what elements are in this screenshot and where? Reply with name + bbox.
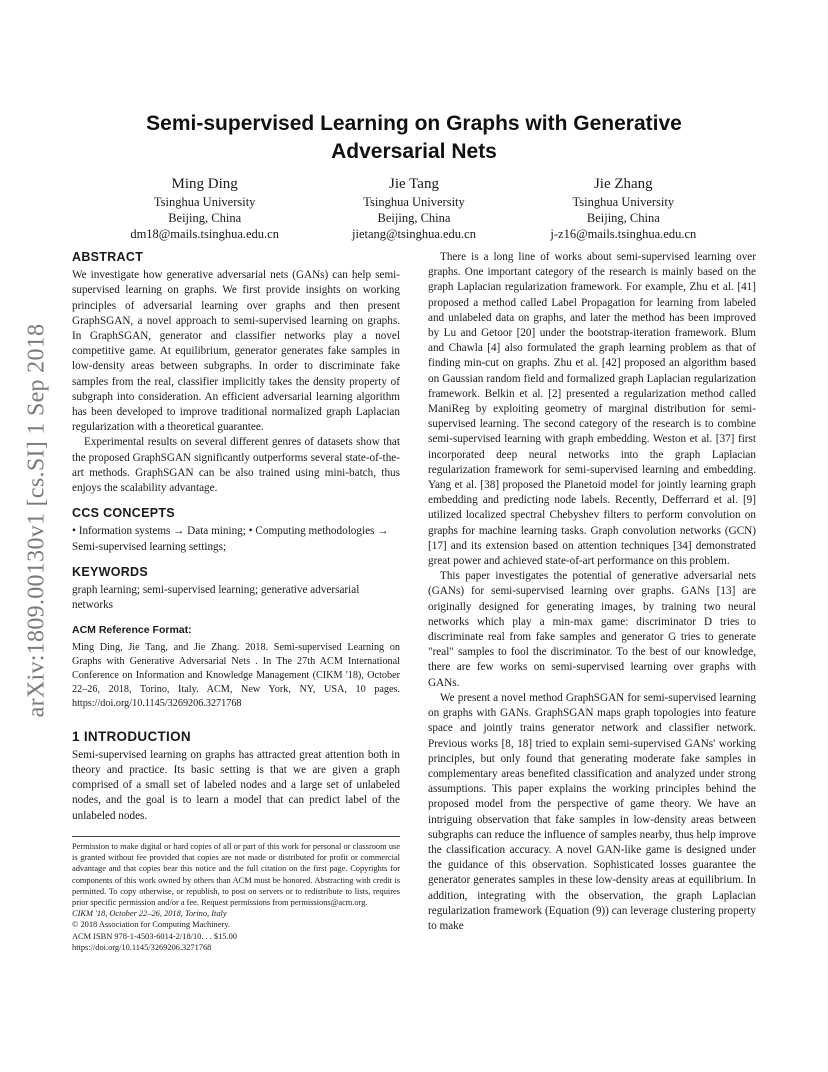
copyright-footnote (72, 836, 400, 953)
intro-paragraph-2: There is a long line of works about semi-supervised learning over graphs. One important category of the research is mainly based on the graph Laplacian regularization framework. For example, Zhu et al. [41] proposed a method called Label Propagation for learning from labeled and unlabeled data on graphs, and later the method has been improved by Lu and Getoor [20] under the bootstrap-iteration framework. Blum and Chawla [4] also formulated the graph learning problem as that of finding min-cut on graphs. Zhu et al. [42] proposed an algorithm based on Gaussian random field and formalized graph Laplacian regularization framework. Belkin et al. [2] presented a regularization method called ManiReg by exploiting geometry of marginal distribution for semi-supervised learning. The second category of the research is to combine semi-supervised learning with graph embedding. Weston et al. [37] first incorporated deep neural networks into the graph Laplacian regularization framework for semi-supervised learning and embedding. Yang et al. [38] proposed the Planetoid model for jointly learning graph embedding and predicting node labels. Recently, Defferrard et al. [9] utilized localized spectral Chebyshev filters to perform convolution on graphs for machine learning tasks. Graph convolution networks (GCN) [17] and its extension based on attention techniques [34] demonstrated great power and achieved state-of-art performance on this problem. (428, 251, 756, 568)
author-1 (100, 174, 309, 242)
author-location: Beijing, China (377, 211, 451, 225)
intro-paragraph-3: This paper investigates the potential of generative adversarial nets (GANs) for semi-supervised learning over graphs. GANs [13] are originally designed for generating images, by training two neural networks which play a min-max game: discriminator D tries to discriminate real from fake samples and generator G tries to generate "real" samples to fool the discriminator. To the best of our knowledge, there are few works on semi-supervised learning over graphs with GANs. (428, 570, 756, 689)
isbn-line: ACM ISBN 978-1-4503-6014-2/18/10. . . $15.00 (72, 931, 237, 941)
arxiv-id-text: arXiv:1809.00130v1 [cs.SI] 1 Sep 2018 (23, 323, 50, 717)
author-email: j-z16@mails.tsinghua.edu.cn (550, 227, 697, 241)
keywords-heading: KEYWORDS (72, 564, 149, 579)
venue-line: CIKM '18, October 22–26, 2018, Torino, Italy (72, 909, 227, 919)
abstract-paragraph-1: We investigate how generative adversarial nets (GANs) can help semi-supervised learning on graphs. We first provide insights on working principles of adversarial learning over graphs and then present GraphSGAN, a novel approach to semi-supervised learning on graphs. In GraphSGAN, generator and classifier networks play a novel competitive game. At equilibrium, generator generates fake samples in low-density areas between subgraphs. In order to discriminate fake samples from the real, classifier implicitly takes the density property of subgraph into consideration. An efficient adversarial learning algorithm has been developed to improve traditional normalized graph Laplacian regularization with a theoretical guarantee. (72, 269, 400, 434)
abstract-heading: ABSTRACT (72, 250, 144, 264)
author-name: Jie Tang (389, 176, 439, 192)
author-affiliation: Tsinghua University (363, 195, 465, 209)
keywords-text: graph learning; semi-supervised learning; generative adversarial networks (72, 584, 360, 612)
ccs-text: • Information systems → Data mining; • Computing methodologies → Semi-supervised learning settings; (72, 525, 389, 553)
author-2 (309, 174, 518, 242)
author-3 (519, 174, 728, 242)
left-column (72, 250, 400, 953)
author-block (100, 174, 728, 242)
abstract-paragraph-2: Experimental results on several different genres of datasets show that the proposed GraphSGAN significantly outperforms several state-of-the-art methods. GraphSGAN can be also trained using mini-batch, thus enjoys the scalability advantage. (72, 436, 400, 495)
author-location: Beijing, China (168, 211, 242, 225)
copyright-line: © 2018 Association for Computing Machinery. (72, 920, 230, 930)
author-affiliation: Tsinghua University (572, 195, 675, 209)
ccs-heading: CCS CONCEPTS (72, 506, 175, 521)
author-location: Beijing, China (586, 211, 660, 225)
doi-link[interactable]: https://doi.org/10.1145/3269206.3271768 (72, 942, 212, 952)
author-email: jietang@tsinghua.edu.cn (352, 227, 476, 241)
author-name: Ming Ding (171, 176, 238, 192)
author-affiliation: Tsinghua University (153, 195, 256, 209)
author-name: Jie Zhang (593, 176, 653, 192)
permission-notice: Permission to make digital or hard copies of all or part of this work for personal or classroom use is granted without fee provided that copies are not made or distributed for profit or commercial advantage and that copies bear this notice and the full citation on the first page. Copyrights for components of this work owned by others than ACM must be honored. Abstracting with credit is permitted. To copy otherwise, or republish, to post on servers or to redistribute to lists, requires prior specific permission and/or a fee. Request permissions from permissions@acm.org. (72, 841, 400, 907)
author-email: dm18@mails.tsinghua.edu.cn (130, 227, 279, 241)
introduction-paragraph-1: Semi-supervised learning on graphs has attracted great attention both in theory and practice. Its basic setting is that we are given a graph comprised of a small set of labeled nodes and a large set of unlabeled nodes, and the goal is to learn a model that can predict label of the unlabeled nodes. (72, 748, 400, 822)
right-column (428, 250, 756, 934)
arxiv-identifier (22, 300, 52, 740)
reference-format-text: Ming Ding, Jie Tang, and Jie Zhang. 2018. Semi-supervised Learning on Graphs with Generative Adversarial Nets . In The 27th ACM International Conference on Information and Knowledge Management (CIKM '18), October 22–26, 2018, Torino, Italy. ACM, New York, NY, USA, 10 pages. https://doi.org/10.1145/3269206.3271768 (72, 641, 400, 709)
introduction-heading: 1 INTRODUCTION (72, 728, 191, 744)
paper-title: Semi-supervised Learning on Graphs with Generative Adversarial Nets (146, 112, 682, 163)
reference-format-heading: ACM Reference Format: (72, 624, 192, 637)
intro-paragraph-4: We present a novel method GraphSGAN for semi-supervised learning on graphs with GANs. GraphSGAN maps graph topologies into feature space and jointly trains generator network and classifier network. Previous works [8, 18] tried to explain semi-supervised GANs' working principles, but only found that generating moderate fake samples in complementary areas benefited classification and analyzed under strong assumptions. This paper explains the working principles behind the proposed model from the perspective of game theory. We have an intriguing observation that fake samples in low-density areas between subgraphs can reduce the influence of samples nearby, thus help improve the classification accuracy. A novel GAN-like game is designed under the guidance of this observation. Sophisticated losses guarantee the generator generates samples in these low-density areas at equilibrium. In addition, integrating with the observation, the graph Laplacian regularization framework (Equation (9)) can leverage clustering property to make (428, 691, 756, 932)
